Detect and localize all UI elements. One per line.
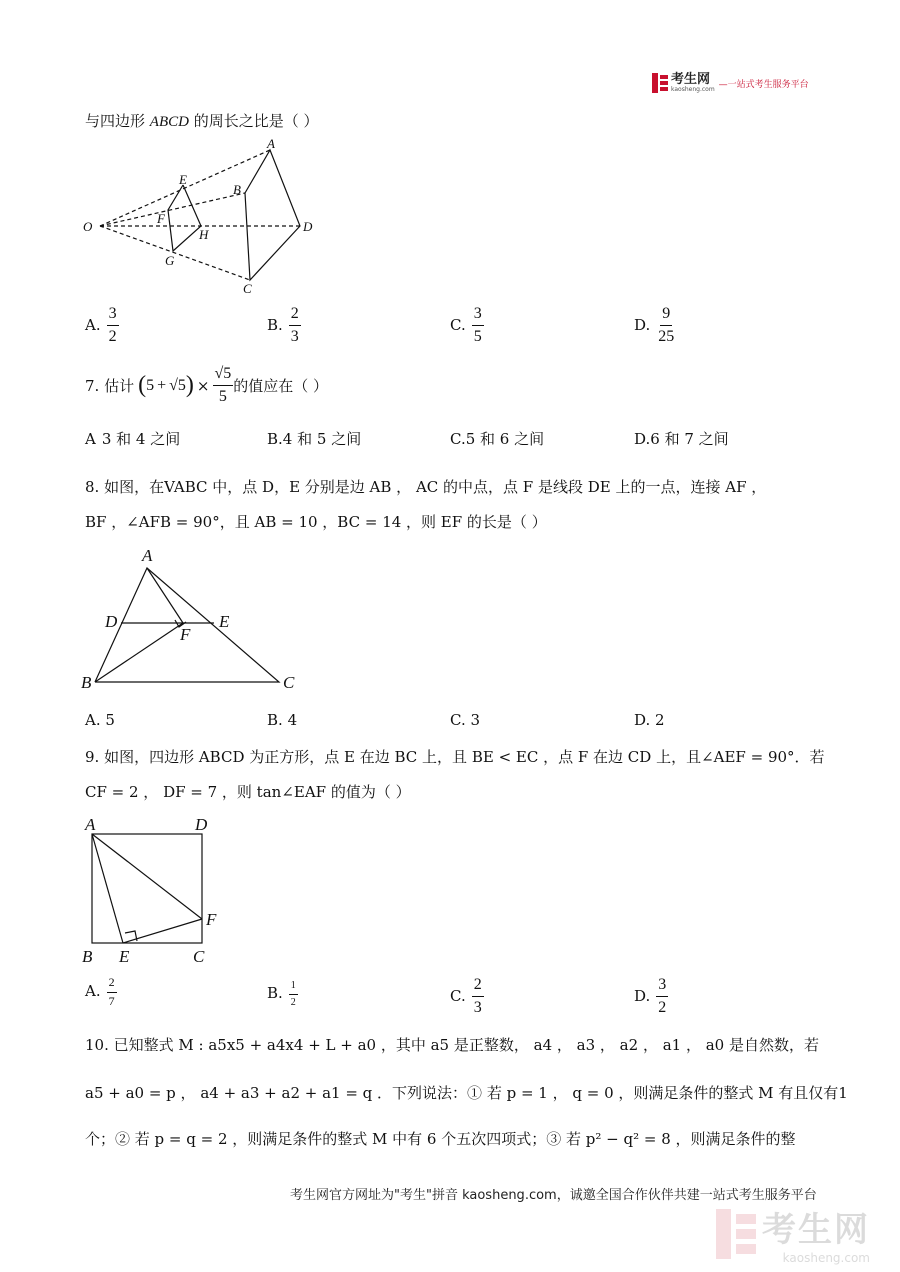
label-E: E — [219, 612, 230, 631]
label-C: C — [243, 281, 252, 296]
logo-icon — [652, 73, 668, 93]
label-E: E — [179, 172, 187, 187]
label-B: B — [233, 182, 241, 197]
q9-option-b[interactable]: B. $\frac{1}{2}$ — [267, 980, 296, 1008]
label-E: E — [119, 947, 130, 966]
label-C: C — [193, 947, 205, 966]
label-F: F — [206, 910, 217, 929]
logo-name: 考生网 — [671, 71, 711, 87]
q7-stem: 7. 估计 ( 5 + √5 ) × $\frac{√5}{5}$ 的值应在（ ） — [85, 365, 329, 406]
q6-figure — [75, 138, 335, 298]
watermark-logo-icon — [716, 1209, 756, 1259]
site-logo — [652, 73, 809, 93]
q9-stem-line1: 9. 如图，四边形 ABCD 为正方形，点 E 在边 BC 上，且 BE < EC ，点 F 在边 CD 上，且∠AEF = 90°．若 — [85, 748, 825, 766]
q6-stem: 与四边形 ABCD 的周长之比是（ ） — [85, 112, 319, 130]
q6-option-c[interactable]: C. $\frac{3}{5}$ — [450, 305, 482, 346]
label-A: A — [267, 138, 275, 151]
header-slogan: —一站式考生服务平台 — [718, 79, 809, 90]
q8-stem-line2: BF ，∠AFB = 90°，且 AB = 10 ，BC = 14 ，则 EF 的长是（ ） — [85, 513, 547, 531]
q9-option-a[interactable]: A. $\frac{2}{7}$ — [85, 975, 115, 1008]
q7-option-d[interactable]: D.6 和 7 之间 — [634, 430, 729, 448]
q10-stem-line3: 个；② 若 p = q = 2 ，则满足条件的整式 M 中有 6 个五次四项式；③ 若 p² − q² = 8 ，则满足条件的整 — [85, 1130, 796, 1148]
label-D: D — [105, 612, 118, 631]
label-G: G — [165, 253, 175, 268]
q9-option-c[interactable]: C. $\frac{2}{3}$ — [450, 976, 482, 1017]
label-C: C — [283, 673, 295, 692]
q7-option-c[interactable]: C.5 和 6 之间 — [450, 430, 545, 448]
footer-text: 考生网官方网址为"考生"拼音 kaosheng.com，诚邀全国合作伙伴共建一站式考生服务平台 — [290, 1188, 817, 1203]
label-A: A — [142, 546, 153, 565]
q9-stem-line2: CF = 2 ， DF = 7 ，则 tan∠EAF 的值为（ ） — [85, 783, 411, 801]
label-B: B — [81, 673, 92, 692]
label-B: B — [82, 947, 93, 966]
logo-url: kaosheng.com — [671, 85, 715, 93]
label-O: O — [83, 219, 93, 234]
q6-option-a[interactable]: A. $\frac{3}{2}$ — [85, 305, 117, 346]
q6-option-b[interactable]: B. $\frac{2}{3}$ — [267, 305, 299, 346]
q7-option-a[interactable]: A 3 和 4 之间 — [85, 430, 181, 448]
q9-figure — [75, 812, 235, 967]
q8-figure — [75, 543, 315, 698]
q8-option-c[interactable]: C. 3 — [450, 711, 481, 729]
label-F: F — [180, 625, 191, 644]
q8-option-b[interactable]: B. 4 — [267, 711, 298, 729]
label-A: A — [85, 815, 96, 834]
label-D: D — [195, 815, 208, 834]
label-F: F — [157, 211, 165, 226]
watermark-name: 考生网 — [762, 1210, 870, 1250]
q10-stem-line1: 10. 已知整式 M : a5x5 + a4x4 + L + a0 ，其中 a5 是正整数， a4 ， a3 ， a2 ， a1 ， a0 是自然数，若 — [85, 1036, 819, 1054]
q8-option-a[interactable]: A. 5 — [85, 711, 115, 729]
q9-option-d[interactable]: D. $\frac{3}{2}$ — [634, 976, 667, 1017]
q6-option-d[interactable]: D. $\frac{9}{25}$ — [634, 305, 675, 346]
watermark — [716, 1202, 870, 1265]
q7-option-b[interactable]: B.4 和 5 之间 — [267, 430, 362, 448]
q8-option-d[interactable]: D. 2 — [634, 711, 665, 729]
q10-stem-line2: a5 + a0 = p ， a4 + a3 + a2 + a1 = q ．下列说法：① 若 p = 1 ， q = 0 ，则满足条件的整式 M 有且仅有1 — [85, 1084, 848, 1102]
watermark-url: kaosheng.com — [782, 1251, 870, 1265]
q8-stem-line1: 8. 如图，在VABC 中，点 D，E 分别是边 AB ， AC 的中点，点 F 是线段 DE 上的一点，连接 AF ， — [85, 478, 767, 496]
label-D: D — [303, 219, 313, 234]
label-H: H — [199, 227, 209, 242]
